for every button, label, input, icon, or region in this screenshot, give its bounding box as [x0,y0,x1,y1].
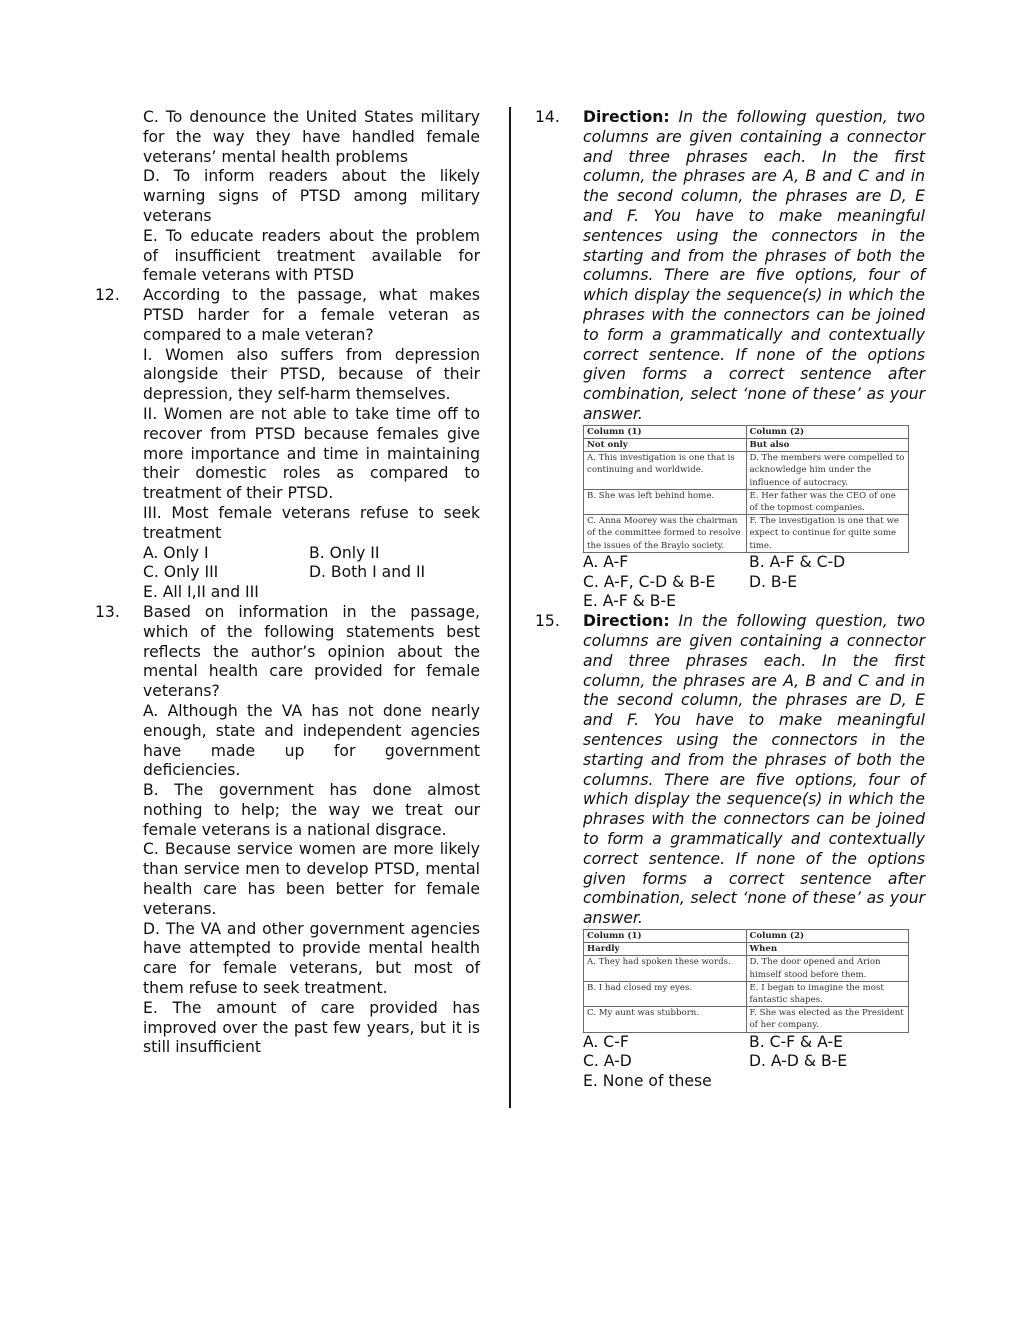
left-column [95,108,480,1058]
option-c[interactable]: C. Because service women are more likely than service men to develop PTSD, mental health care has been better for female veterans. [143,840,480,918]
phrase-b: B. She was left behind home. [584,489,747,514]
connector-2: But also [746,438,909,451]
option-a[interactable]: A. C-F [583,1032,629,1051]
phrase-d: D. The door opened and Arion himself stood before them. [746,956,909,981]
column-1-header: Column (1) [584,425,747,438]
option-c[interactable]: C. Only III [143,563,219,582]
question-14 [535,108,925,612]
q11-option-e: E. To educate readers about the problem of insufficient treatment available for female veterans with PTSD [143,226,480,285]
option-c[interactable]: C. A-D [583,1052,632,1071]
table-row [584,1007,909,1032]
question-13 [95,603,480,1058]
option-b[interactable]: B. Only II [309,543,380,562]
statement-1: I. Women also suffers from depression alongside their PTSD, because of their depression, they self-harm themselves. [143,345,480,404]
table-row [584,956,909,981]
column-2-header: Column (2) [746,929,909,942]
option-c[interactable]: C. A-F, C-D & B-E [583,572,716,591]
question-number: 15. [535,612,560,631]
option-a[interactable]: A. Although the VA has not done nearly enough, state and independent agencies have made up for government deficiencies. [143,701,480,780]
option-e[interactable]: E. None of these [583,1072,712,1091]
right-column [535,108,925,1092]
question-number: 12. [95,286,120,305]
q11-option-d: D. To inform readers about the likely warning signs of PTSD among military veterans [143,167,480,225]
phrase-c: C. My aunt was stubborn. [584,1007,747,1032]
statement-3: III. Most female veterans refuse to seek treatment [143,503,480,542]
option-b[interactable]: B. C-F & A-E [749,1032,843,1051]
option-b[interactable]: B. A-F & C-D [749,552,846,571]
option-b[interactable]: B. The government has done almost nothing to help; the way we treat our female veterans is a national disgrace. [143,781,480,839]
phrase-e: E. I began to imagine the most fantastic shapes. [746,981,909,1006]
question-number: 13. [95,602,120,621]
answer-options [583,553,925,612]
question-stem: According to the passage, what makes PTSD harder for a female veteran as compared to a male veteran? [143,286,480,344]
q11-option-c: C. To denounce the United States military for the way they have handled female veterans’ mental health problems [143,108,480,166]
answer-options [583,1033,925,1092]
phrase-c: C. Anna Moorey was the chairman of the committee formed to resolve the issues of the Braylo society. [584,515,747,553]
column-1-header: Column (1) [584,929,747,942]
option-e[interactable]: E. All I,II and III [143,583,259,602]
connector-1: Hardly [584,943,747,956]
phrase-a: A. This investigation is one that is continuing and worldwide. [584,452,747,490]
phrase-a: A. They had spoken these words. [584,956,747,981]
statement-2: II. Women are not able to take time off to recover from PTSD because females give more importance and time in maintaining their domestic roles as compared to treatment of their PTSD. [143,404,480,503]
question-stem: Based on information in the passage, which of the following statements best reflects the author’s opinion about the mental health care provided for female veterans? [143,602,480,701]
direction-text: In the following question, two columns are given containing a connector and three phrases each. In the first column, the phrases are A, B and C and in the second column, the phrases are D, E and F. You have to make meaningful sentences using the connectors in the starting and from the phrases of both the columns. There are five options, four of which display the sequence(s) in which the phrases with the connectors can be joined to form a grammatically and contextually correct sentence. If none of the options given forms a correct sentence after combination, select ‘none of these’ as your answer. [583,612,925,928]
option-d[interactable]: D. The VA and other government agencies have attempted to provide mental health care for female veterans, but most of them refuse to seek treatment. [143,919,480,998]
phrase-d: D. The members were compelled to acknowledge him under the influence of autocracy. [746,452,909,490]
option-d[interactable]: D. Both I and II [309,563,426,582]
phrase-table [583,929,909,1033]
phrase-f: F. She was elected as the President of her company. [746,1007,909,1032]
option-e[interactable]: E. A-F & B-E [583,592,676,611]
option-d[interactable]: D. A-D & B-E [749,1052,848,1071]
table-row [584,981,909,1006]
question-11-tail [95,108,480,286]
column-divider [509,107,511,1108]
column-2-header: Column (2) [746,425,909,438]
answer-options [143,544,480,603]
table-row [584,515,909,553]
table-row [584,489,909,514]
option-a[interactable]: A. Only I [143,543,209,562]
phrase-e: E. Her father was the CEO of one of the topmost companies. [746,489,909,514]
option-d[interactable]: D. B-E [749,572,798,591]
direction-text: In the following question, two columns are given containing a connector and three phrases each. In the first column, the phrases are A, B and C and in the second column, the phrases are D, E and F. You have to make meaningful sentences using the connectors in the starting and from the phrases of both the columns. There are five options, four of which display the sequence(s) in which the phrases with the connectors can be joined to form a grammatically and contextually correct sentence. If none of the options given forms a correct sentence after combination, select ‘none of these’ as your answer. [583,108,925,423]
option-a[interactable]: A. A-F [583,552,629,571]
direction-label: Direction: [583,108,670,126]
phrase-table [583,425,909,553]
connector-1: Not only [584,438,747,451]
table-row [584,452,909,490]
connector-2: When [746,943,909,956]
direction-label: Direction: [583,612,670,631]
phrase-f: F. The investigation is one that we expect to continue for quite some time. [746,515,909,553]
question-number: 14. [535,108,560,126]
question-15 [535,612,925,1092]
question-12 [95,286,480,603]
option-e[interactable]: E. The amount of care provided has improved over the past few years, but it is still insufficient [143,998,480,1057]
phrase-b: B. I had closed my eyes. [584,981,747,1006]
